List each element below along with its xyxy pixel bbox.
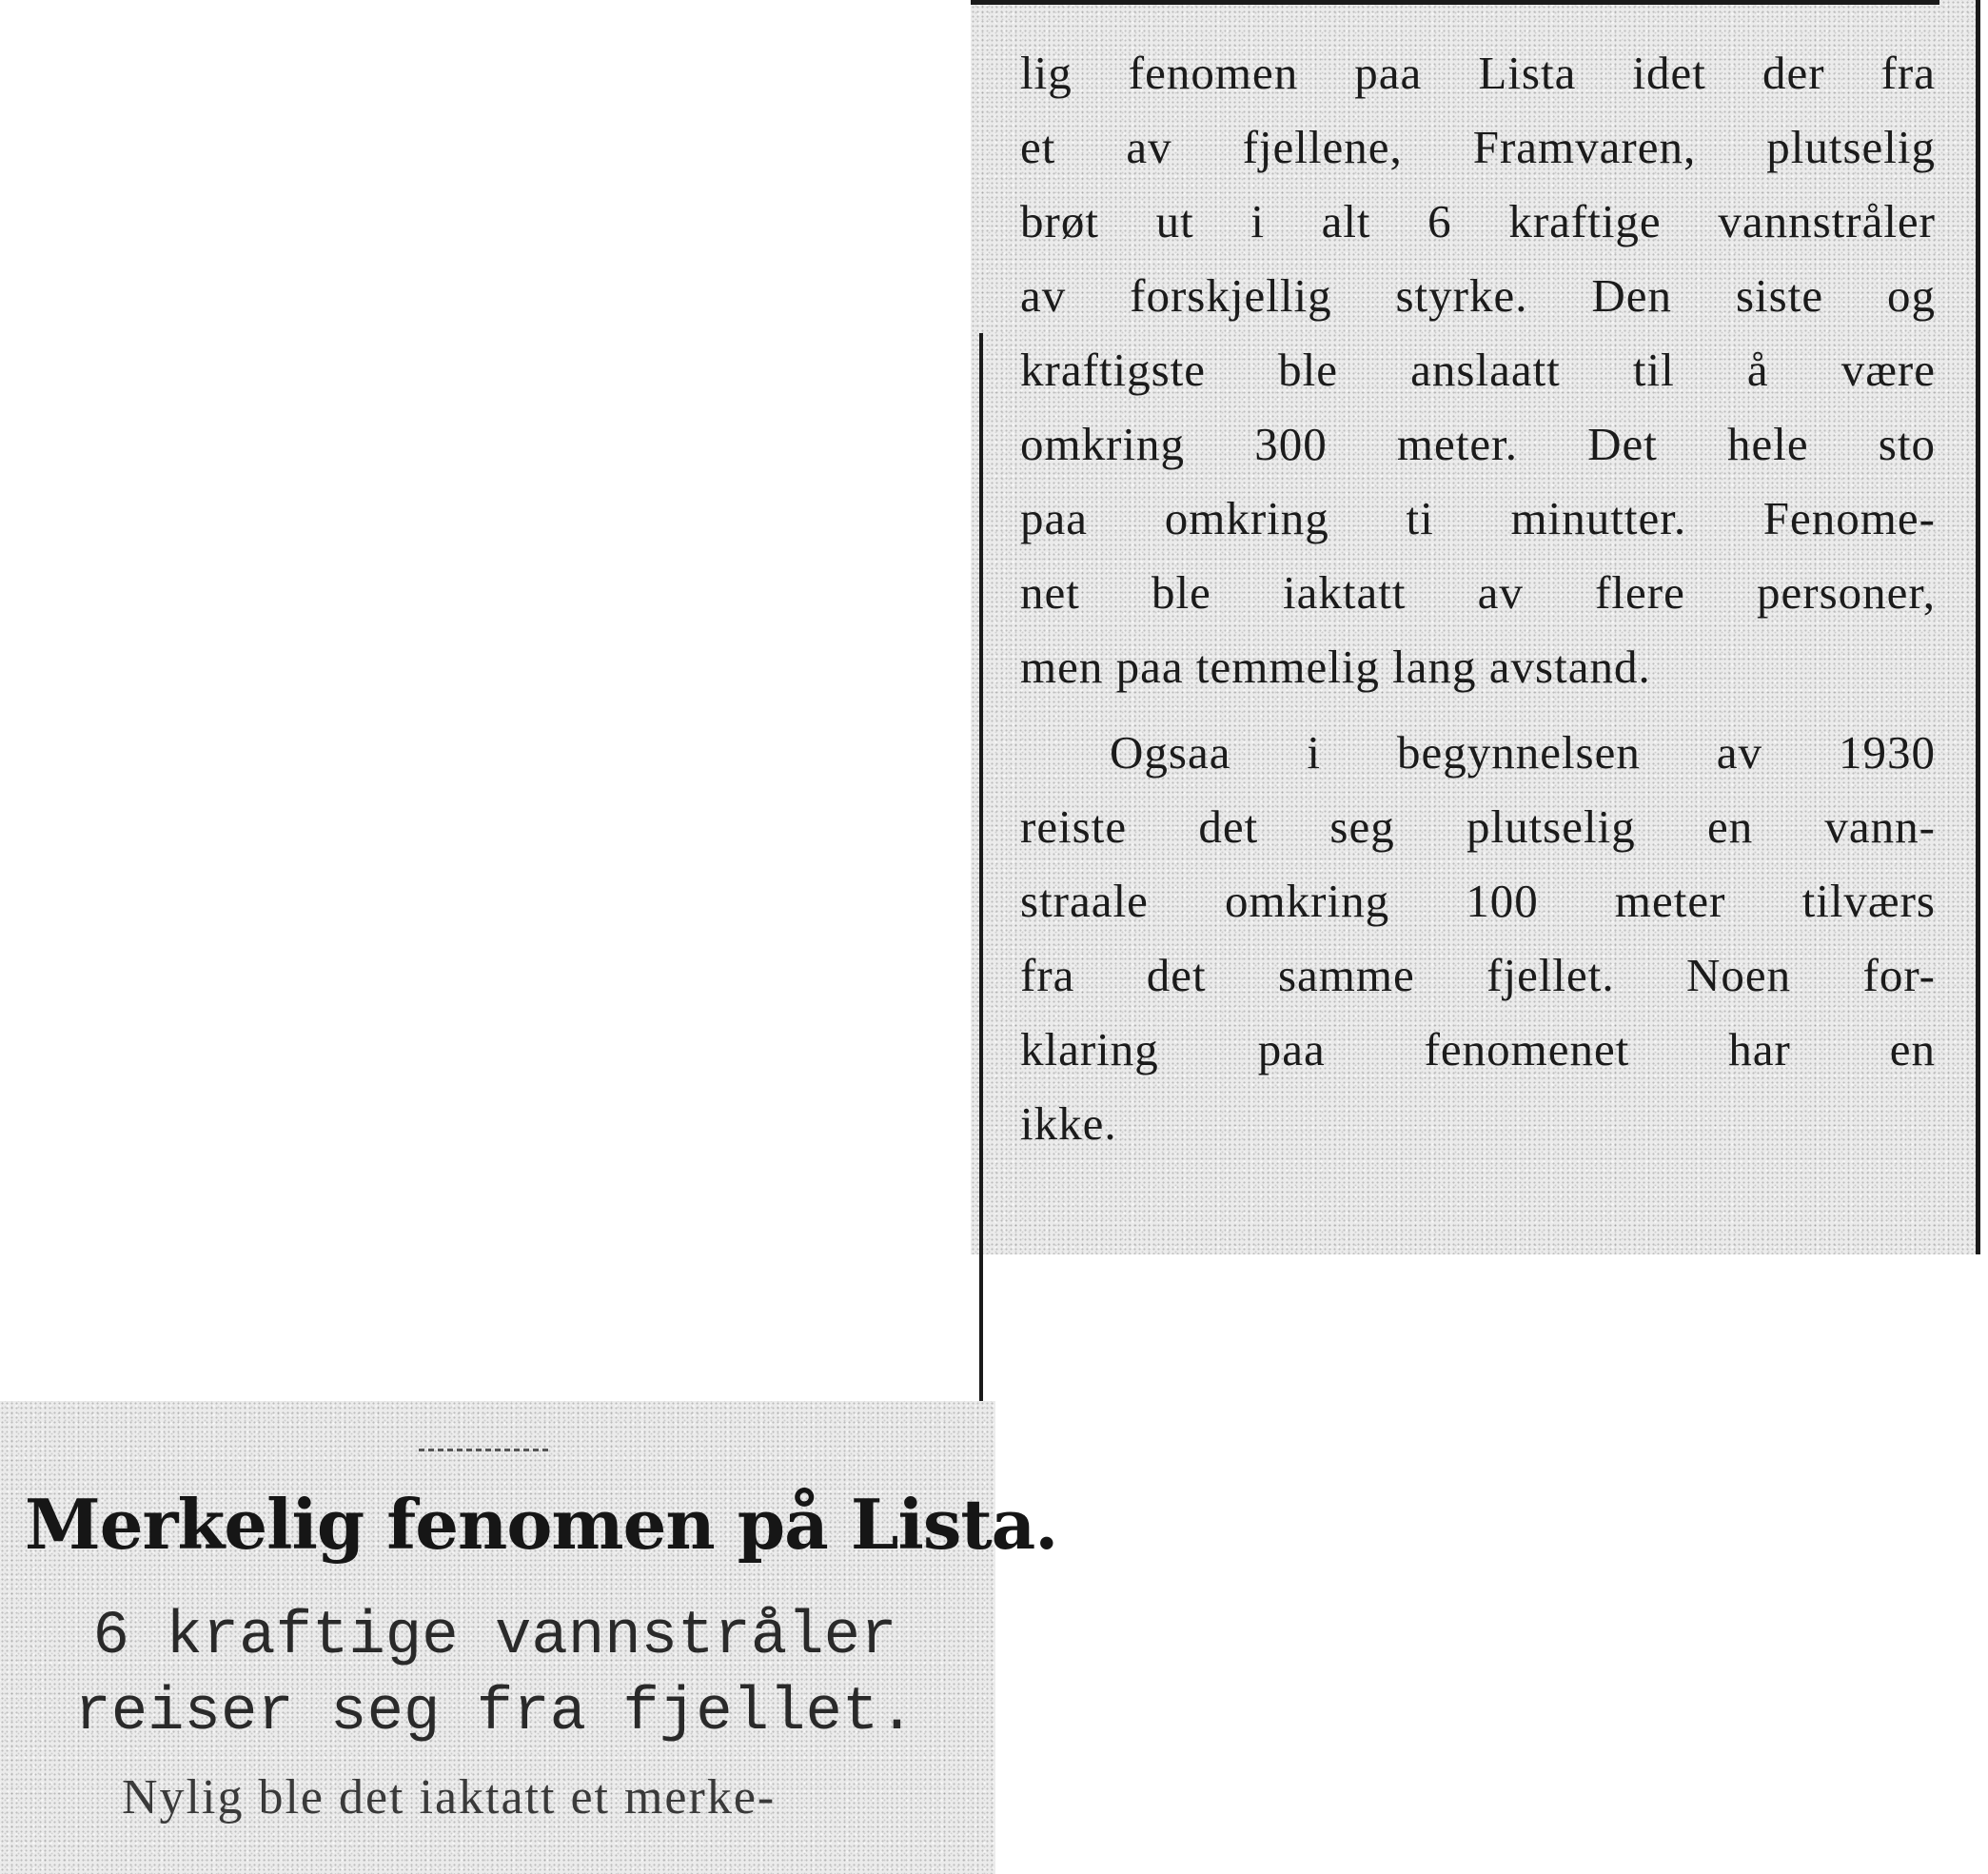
text-line: Ogsaa i begynnelsen av 1930 (1110, 726, 1936, 779)
subheadline-line-1: 6 kraftige vannstråler (92, 1603, 897, 1671)
text-line: kraftigste ble anslaatt til å være (1020, 344, 1936, 396)
text-line: men paa temmelig lang avstand. (1020, 641, 1651, 693)
text-line: av forskjellig styrke. Den siste og (1020, 269, 1936, 322)
text-line: ikke. (1020, 1097, 1117, 1150)
text-line: omkring 300 meter. Det hele sto (1020, 418, 1936, 470)
top-rule (971, 0, 1939, 5)
article-body-column (1020, 36, 1936, 1161)
text-line: net ble iaktatt av flere personer, (1020, 566, 1936, 619)
text-line: fra det samme fjellet. Noen for- (1020, 949, 1936, 1001)
ornament-rule (419, 1449, 552, 1451)
body-first-line: Nylig ble det iaktatt et merke- (122, 1770, 777, 1825)
text-line: paa omkring ti minutter. Fenome- (1020, 492, 1936, 544)
text-line: klaring paa fenomenet har en (1020, 1023, 1936, 1075)
paragraph-gap (1020, 704, 1936, 716)
subheadline-line-2: reiser seg fra fjellet. (74, 1679, 915, 1747)
article-headline-clipping (0, 1401, 1058, 1874)
text-line: et av fjellene, Framvaren, plutselig (1020, 121, 1936, 173)
paragraph-1 (1020, 36, 1936, 704)
right-rule (1976, 0, 1980, 1254)
article-continuation-clipping (971, 0, 1980, 1254)
text-line: straale omkring 100 meter tilværs (1020, 875, 1936, 927)
paragraph-2 (1020, 716, 1936, 1161)
headline: Merkelig fenomen på Lista. (25, 1484, 1058, 1565)
text-line: brøt ut i alt 6 kraftige vannstråler (1020, 195, 1936, 247)
text-line: lig fenomen paa Lista idet der fra (1020, 47, 1936, 99)
text-line: reiste det seg plutselig en vann- (1020, 800, 1936, 853)
